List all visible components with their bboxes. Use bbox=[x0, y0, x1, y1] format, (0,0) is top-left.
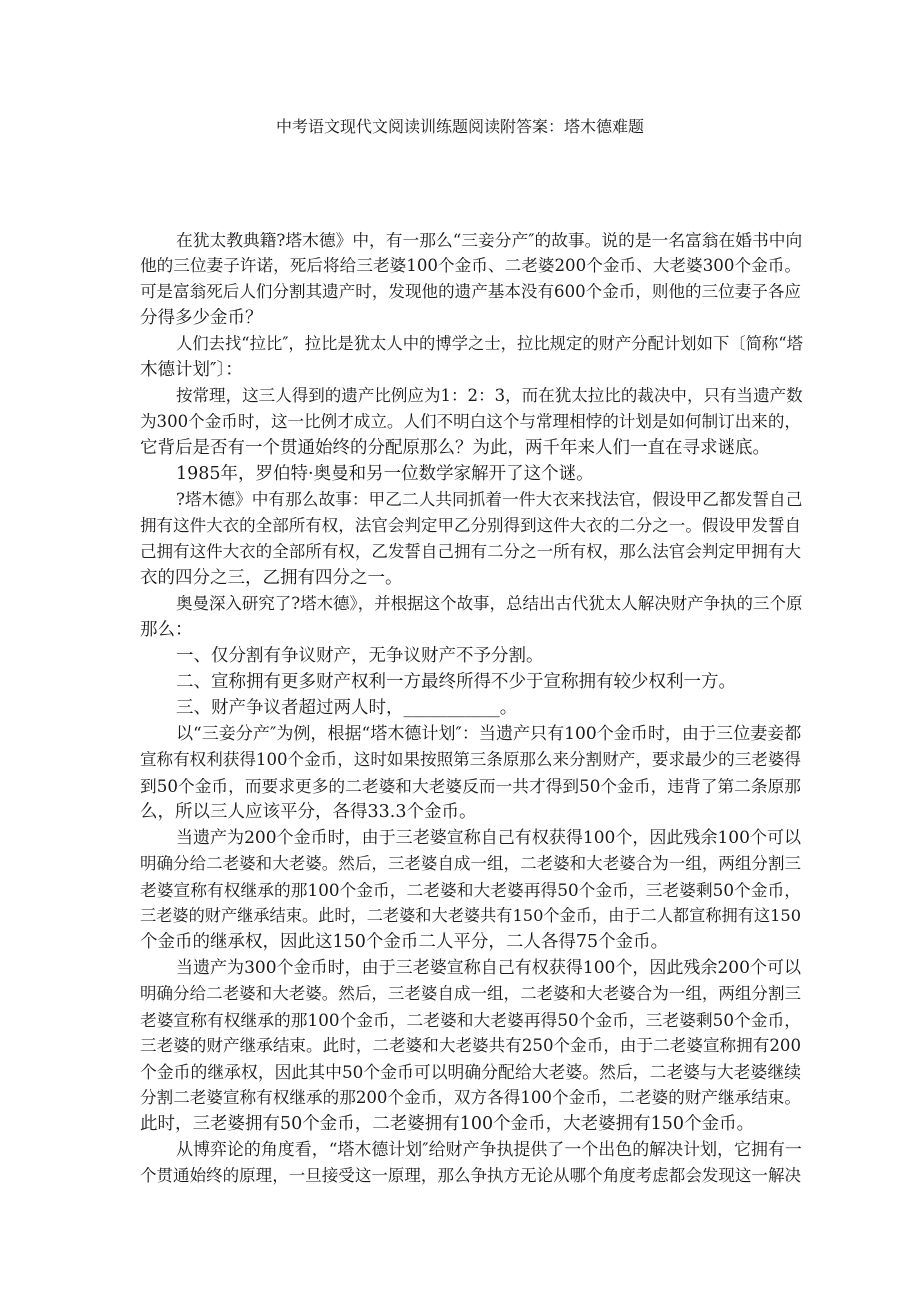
paragraph-line: 到50个金币，而要求更多的二老婆和大老婆反而一共才得到50个金币，违背了第二条原那 bbox=[140, 776, 801, 796]
paragraph-line: 么，所以三人应该平分，各得33.3个金币。 bbox=[140, 802, 477, 822]
paragraph-line: 二、宣称拥有更多财产权利一方最终所得不少于宣称拥有较少权利一方。 bbox=[176, 672, 736, 692]
paragraph-line: 人们去找“拉比″，拉比是犹太人中的博学之士，拉比规定的财产分配计划如下〔简称“塔 bbox=[176, 334, 803, 353]
paragraph-line: 老婆宣称有权继承的那100个金币，二老婆和大老婆再得50个金币，三老婆剩50个金币， bbox=[140, 1010, 801, 1030]
paragraph-line: 1985年，罗伯特·奥曼和另一位数学家解开了这个谜。 bbox=[176, 464, 594, 484]
document-title: 中考语文现代文阅读训练题阅读附答案：塔木德难题 bbox=[275, 117, 644, 136]
paragraph bbox=[140, 669, 801, 695]
paragraph-line: 个金币的继承权，因此这150个金币二人平分，二人各得75个金币。 bbox=[140, 932, 669, 952]
paragraph-line: 明确分给二老婆和大老婆。然后，三老婆自成一组，二老婆和大老婆合为一组，两组分割三 bbox=[140, 984, 801, 1003]
paragraph-line: 在犹太教典籍?塔木德》中，有一那么“三妾分产″的故事。说的是一名富翁在婚书中向 bbox=[176, 230, 803, 250]
paragraph-line: 个贯通始终的原理，一旦接受这一原理，那么争执方无论从哪个角度考虑都会发现这一解决 bbox=[140, 1166, 801, 1185]
paragraph bbox=[140, 461, 801, 487]
paragraph-line: 老婆宣称有权继承的那100个金币，二老婆和大老婆再得50个金币，三老婆剩50个金币， bbox=[140, 880, 801, 900]
paragraph-line: 他的三位妻子许诺，死后将给三老婆100个金币、二老婆200个金币、大老婆300个金币。 bbox=[140, 256, 801, 275]
paragraph bbox=[140, 643, 801, 669]
paragraph-line: 可是富翁死后人们分割其遗产时，发现他的遗产基本没有600个金币，则他的三位妻子各应 bbox=[140, 282, 801, 301]
paragraph-line: 三老婆的财产继承结束。此时，二老婆和大老婆共有150个金币，由于二人都宣称拥有这150 bbox=[140, 906, 801, 925]
paragraph-line: 分得多少金币？ bbox=[140, 308, 263, 328]
paragraph-line: 按常理，这三人得到的遗产比例应为1：2：3，而在犹太拉比的裁决中，只有当遗产数 bbox=[176, 386, 803, 405]
paragraph-line: 拥有这件大衣的全部所有权，法官会判定甲乙分别得到这件大衣的二分之一。假设甲发誓自 bbox=[140, 516, 801, 535]
paragraph bbox=[140, 331, 801, 383]
paragraph bbox=[140, 1137, 801, 1189]
paragraph-line: 衣的四分之三，乙拥有四分之一。 bbox=[140, 568, 403, 588]
paragraph-line: 当遗产为300个金币时，由于三老婆宣称自己有权获得100个，因此残余200个可以 bbox=[176, 958, 801, 978]
paragraph-line: 当遗产为200个金币时，由于三老婆宣称自己有权获得100个，因此残余100个可以 bbox=[176, 828, 801, 848]
paragraph-line: 己拥有这件大衣的全部所有权，乙发誓自己拥有二分之一所有权，那么法官会判定甲拥有大 bbox=[140, 542, 801, 561]
paragraph-line: ?塔木德》中有那么故事：甲乙二人共同抓着一件大衣来找法官，假设甲乙都发誓自己 bbox=[176, 490, 803, 509]
paragraph-line: 从博弈论的角度看，“塔木德计划″给财产争执提供了一个出色的解决计划，它拥有一 bbox=[176, 1140, 802, 1160]
document-body bbox=[140, 227, 801, 1189]
paragraph-line: 个金币的继承权，因此其中50个金币可以明确分配给大老婆。然后，二老婆与大老婆继续 bbox=[140, 1062, 801, 1082]
paragraph bbox=[140, 487, 801, 591]
paragraph-line: 三老婆的财产继承结束。此时，二老婆和大老婆共有250个金币，由于二老婆宣称拥有200 bbox=[140, 1036, 801, 1055]
paragraph-line: 木德计划″〕： bbox=[140, 360, 243, 380]
paragraph-line: 三、财产争议者超过两人时，___________。 bbox=[176, 698, 518, 718]
paragraph-line: 以“三妾分产″为例，根据“塔木德计划″：当遗产只有100个金币时，由于三位妻妾都 bbox=[176, 724, 802, 744]
paragraph-line: 此时，三老婆拥有50个金币，二老婆拥有100个金币，大老婆拥有150个金币。 bbox=[140, 1114, 755, 1134]
paragraph bbox=[140, 227, 801, 331]
paragraph-line: 那么： bbox=[140, 620, 193, 640]
paragraph-line: 为300个金币时，这一比例才成立。人们不明白这个与常理相悖的计划是如何制订出来的， bbox=[140, 412, 801, 431]
paragraph bbox=[140, 721, 801, 825]
paragraph-line: 它背后是否有一个贯通始终的分配原那么？为此，两千年来人们一直在寻求谜底。 bbox=[140, 438, 770, 458]
paragraph bbox=[140, 825, 801, 955]
paragraph bbox=[140, 955, 801, 1137]
paragraph bbox=[140, 591, 801, 643]
paragraph-line: 一、仅分割有争议财产，无争议财产不予分割。 bbox=[176, 646, 544, 666]
paragraph bbox=[140, 383, 801, 461]
paragraph-line: 宣称有权利获得100个金币，这时如果按照第三条原那么来分割财产，要求最少的三老婆得 bbox=[140, 750, 801, 769]
paragraph-line: 奥曼深入研究了?塔木德》，并根据这个故事，总结出古代犹太人解决财产争执的三个原 bbox=[176, 594, 803, 613]
paragraph-line: 明确分给二老婆和大老婆。然后，三老婆自成一组，二老婆和大老婆合为一组，两组分割三 bbox=[140, 854, 801, 873]
paragraph-line: 分割二老婆宣称有权继承的那200个金币，双方各得100个金币，二老婆的财产继承结束。 bbox=[140, 1088, 801, 1107]
paragraph bbox=[140, 695, 801, 721]
